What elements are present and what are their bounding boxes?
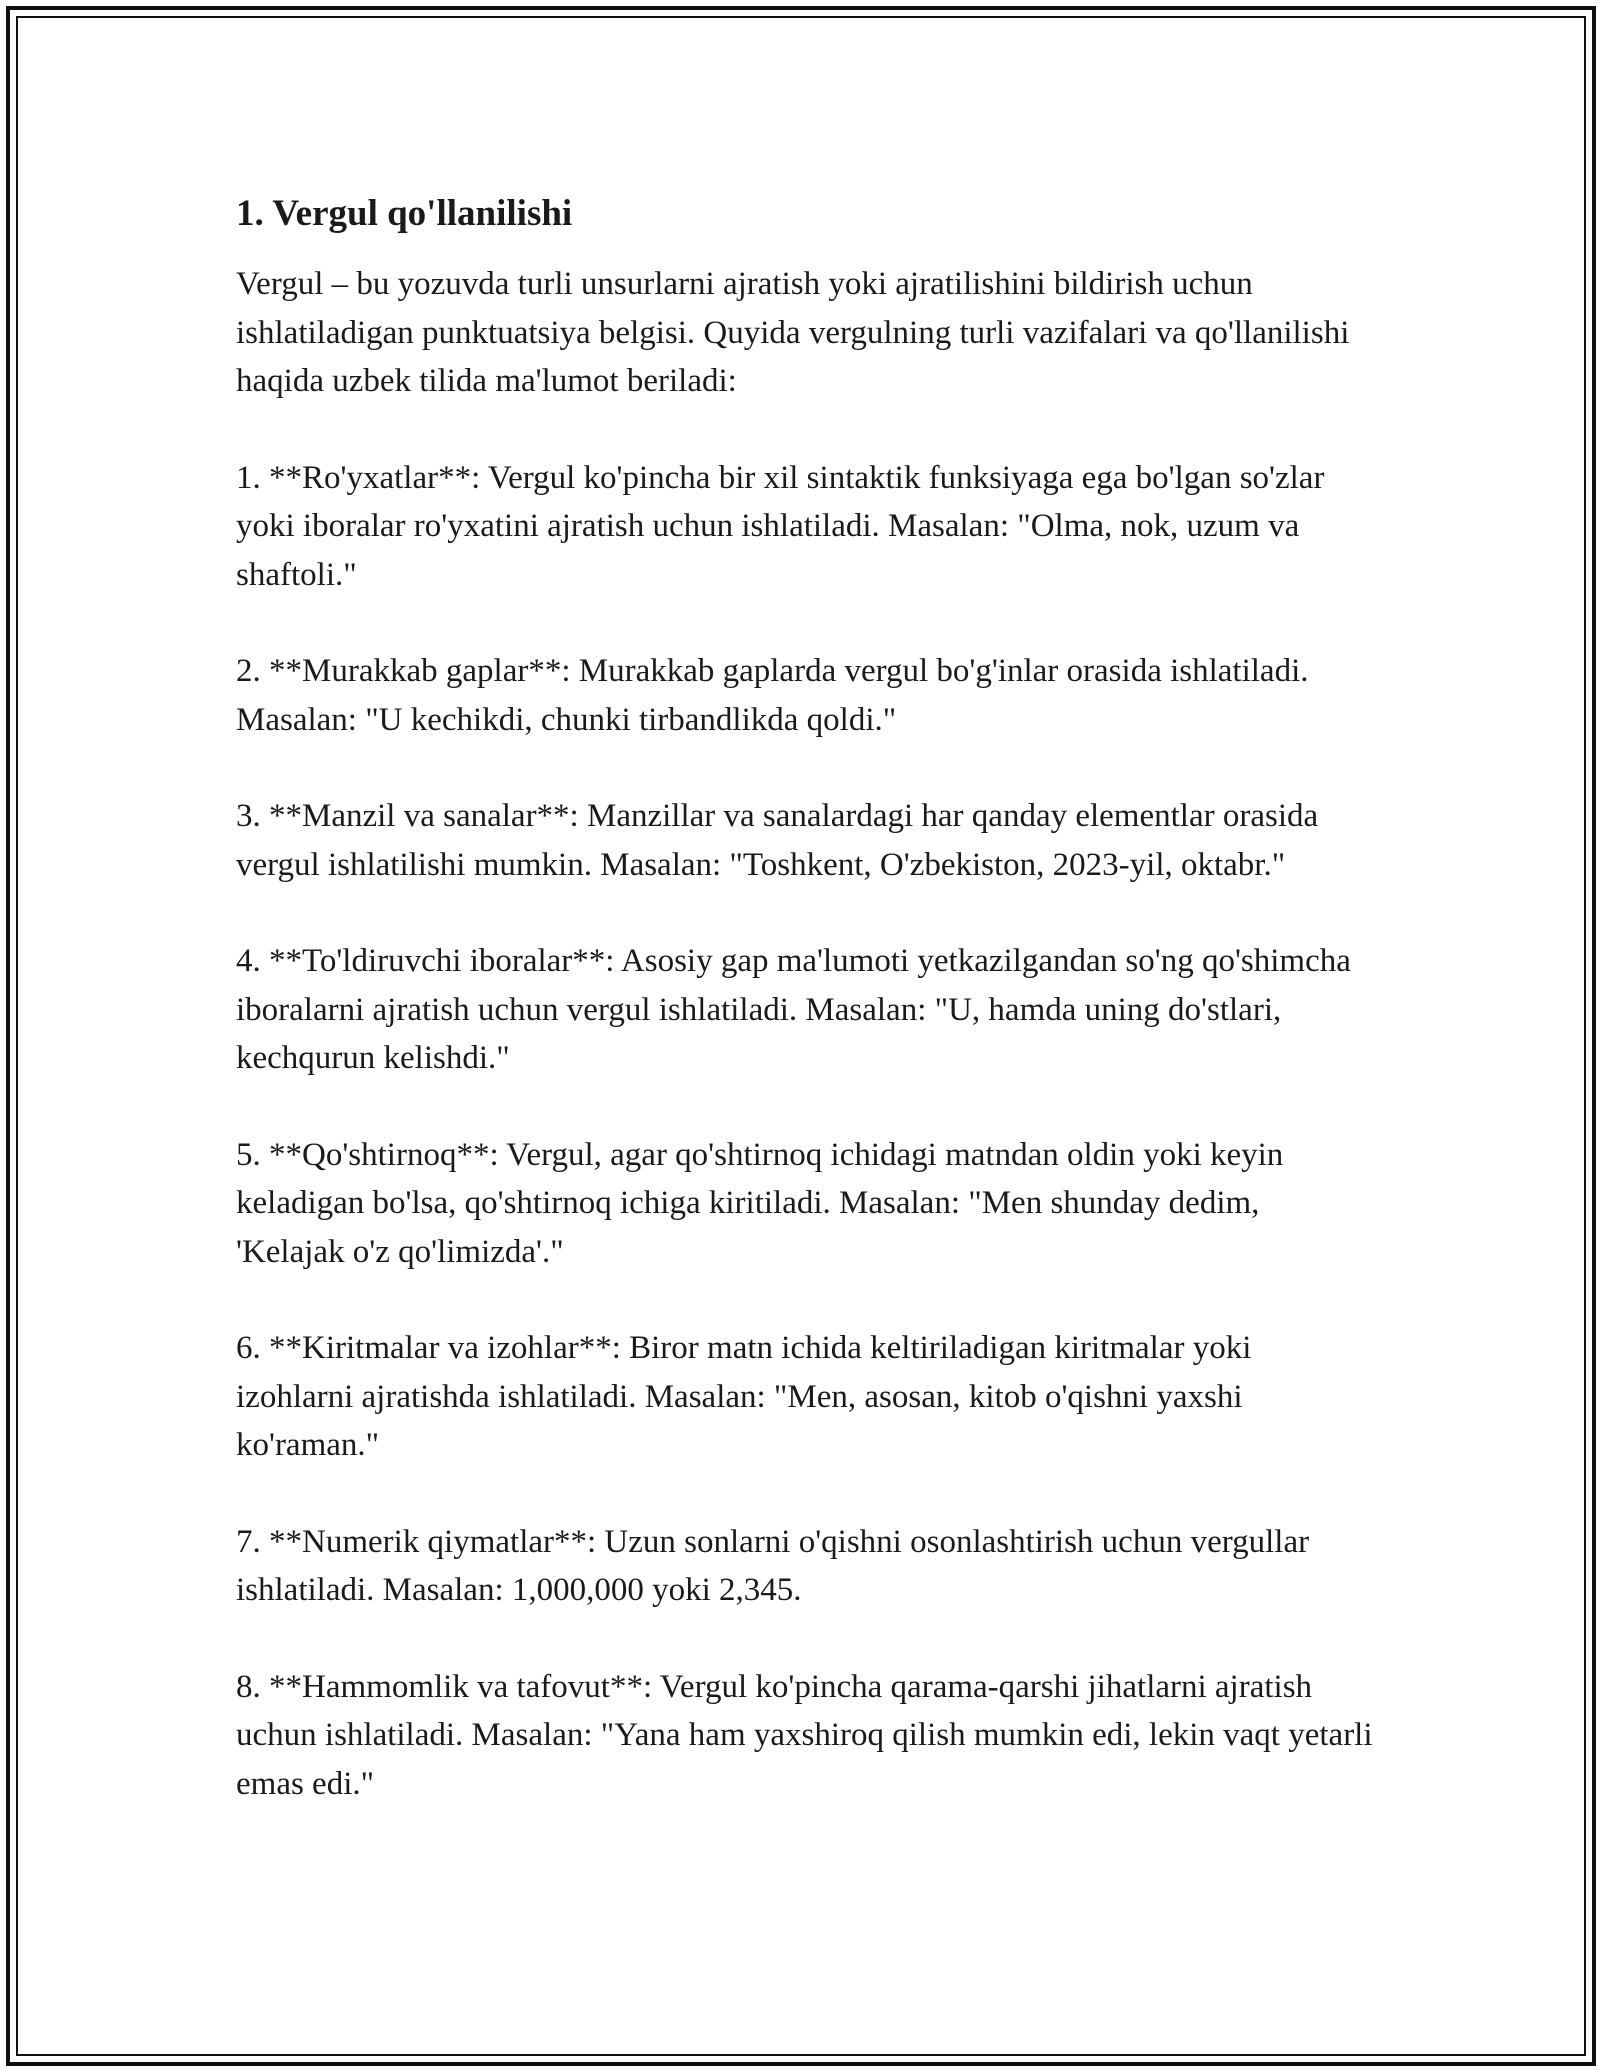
list-item-numerik-qiymatlar: 7. **Numerik qiymatlar**: Uzun sonlarni o'qishni osonlashtirish uchun vergullar ishlatiladi. Masalan: 1,000,000 yoki 2,345.	[236, 1523, 1310, 1608]
document-title: 1. Vergul qo'llanilishi	[236, 193, 573, 234]
list-item-royxatlar: 1. **Ro'yxatlar**: Vergul ko'pincha bir xil sintaktik funksiyaga ega bo'lgan so'zlar yoki iboralar ro'yxatini ajratish uchun ishlatiladi. Masalan: "Olma, nok, uzum va shaftoli."	[236, 459, 1325, 593]
list-item-kiritmalar-va-izohlar: 6. **Kiritmalar va izohlar**: Biror matn ichida keltiriladigan kiritmalar yoki izohlarni ajratishda ishlatiladi. Masalan: "Men, asosan, kitob o'qishni yaxshi ko'raman."	[236, 1330, 1252, 1463]
document-body	[236, 186, 1376, 1856]
list-item-hammomlik-va-tafovut: 8. **Hammomlik va tafovut**: Vergul ko'pincha qarama-qarshi jihatlarni ajratish uchun ishlatiladi. Masalan: "Yana ham yaxshiroq qilish mumkin edi, lekin vaqt yetarli emas edi."	[236, 1668, 1373, 1802]
list-item-murakkab-gaplar: 2. **Murakkab gaplar**: Murakkab gaplarda vergul bo'g'inlar orasida ishlatiladi. Masalan: "U kechikdi, chunki tirbandlikda qoldi."	[236, 653, 1309, 738]
list-item-qoshtirnoq: 5. **Qo'shtirnoq**: Vergul, agar qo'shtirnoq ichidagi matndan oldin yoki keyin keladigan bo'lsa, qo'shtirnoq ichiga kiritiladi. Masalan: "Men shunday dedim, 'Kelajak o'z qo'limizda'."	[236, 1136, 1284, 1270]
list-item-toldiruvchi-iboralar: 4. **To'ldiruvchi iboralar**: Asosiy gap ma'lumoti yetkazilgandan so'ng qo'shimcha iboralarni ajratish uchun vergul ishlatiladi. Masalan: "U, hamda uning do'stlari, kechqurun kelishdi."	[236, 943, 1351, 1076]
intro-paragraph: Vergul – bu yozuvda turli unsurlarni ajratish yoki ajratilishini bildirish uchun ishlatiladigan punktuatsiya belgisi. Quyida vergulning turli vazifalari va qo'llanilishi haqida uzbek tilida ma'lumot beriladi:	[236, 266, 1350, 399]
list-item-manzil-va-sanalar: 3. **Manzil va sanalar**: Manzillar va sanalardagi har qanday elementlar orasida vergul ishlatilishi mumkin. Masalan: "Toshkent, O'zbekiston, 2023-yil, oktabr."	[236, 798, 1319, 883]
